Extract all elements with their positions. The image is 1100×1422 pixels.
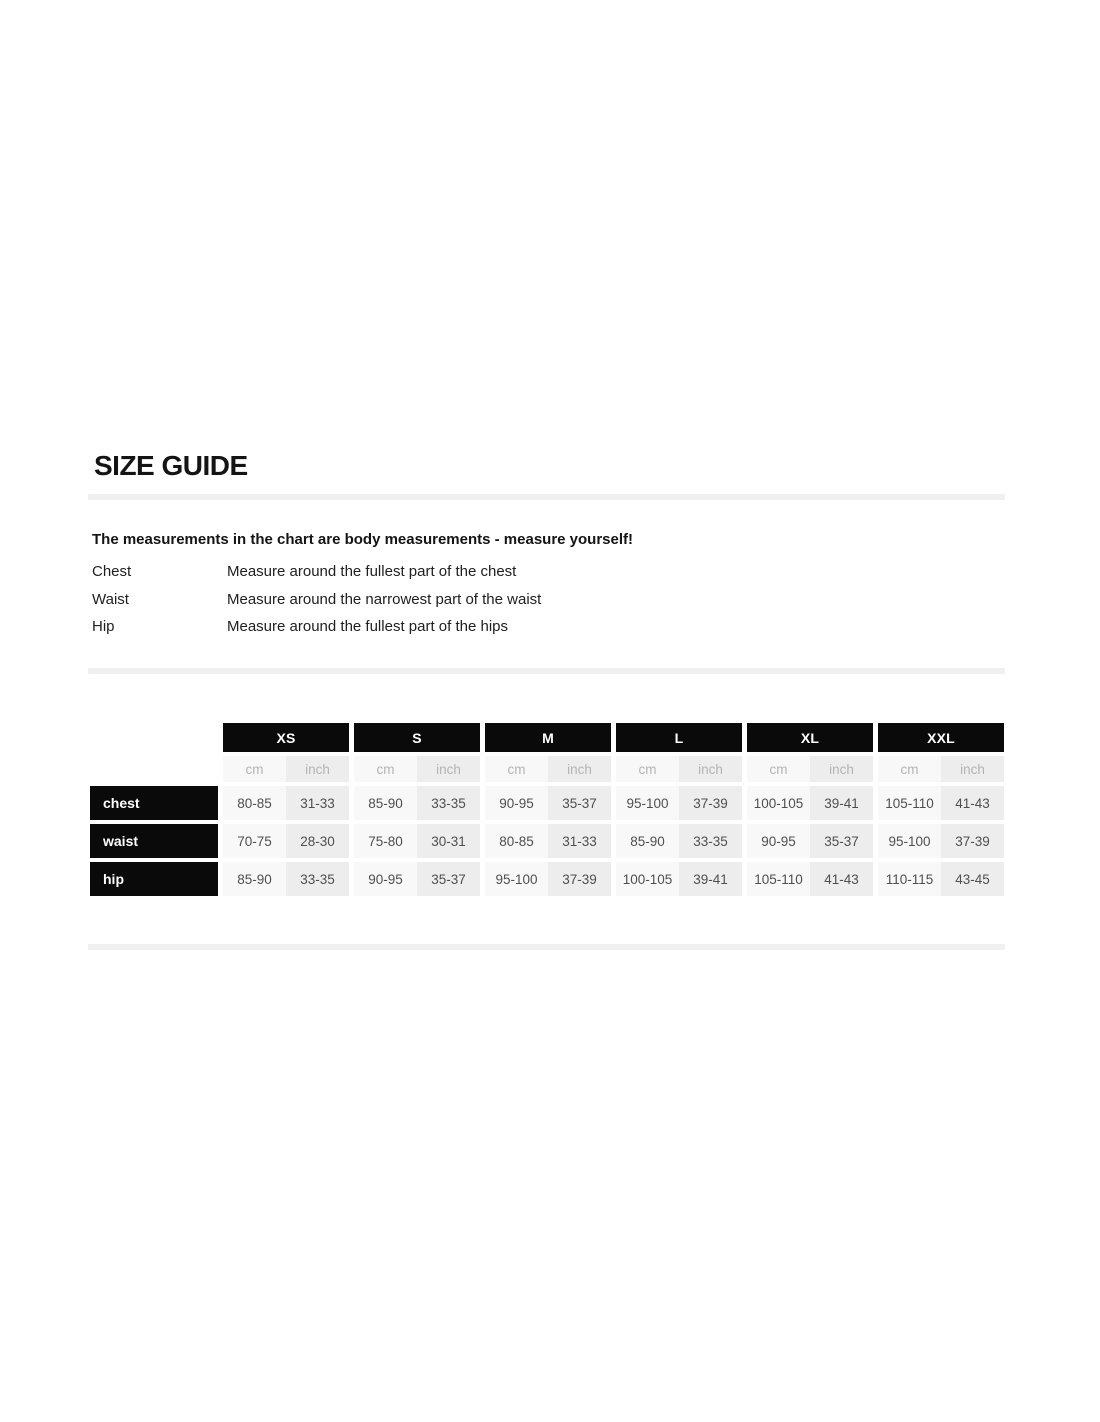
inch-value-cell: 37-39	[941, 824, 1004, 858]
section-divider	[88, 944, 1005, 950]
section-divider	[88, 494, 1005, 500]
cm-value-cell: 90-95	[747, 824, 810, 858]
measurement-group	[354, 824, 480, 858]
size-column-header: XS	[223, 723, 349, 752]
measurement-description: Measure around the narrowest part of the waist	[227, 590, 542, 608]
row-label-chest: chest	[90, 786, 218, 820]
size-column-header: S	[354, 723, 480, 752]
page-title: SIZE GUIDE	[94, 450, 248, 481]
cm-value-cell: 85-90	[354, 786, 417, 820]
size-column-header: M	[485, 723, 611, 752]
inch-value-cell: 37-39	[548, 862, 611, 896]
inch-value-cell: 37-39	[679, 786, 742, 820]
measurement-group	[747, 824, 873, 858]
unit-header-group	[616, 756, 742, 782]
measurement-group	[878, 824, 1004, 858]
cm-value-cell: 110-115	[878, 862, 941, 896]
measurement-definition-row	[92, 619, 792, 635]
cm-value-cell: 80-85	[485, 824, 548, 858]
intro-heading: The measurements in the chart are body measurements - measure yourself!	[92, 531, 634, 548]
inch-value-cell: 35-37	[548, 786, 611, 820]
measurement-group	[485, 786, 611, 820]
cm-value-cell: 95-100	[616, 786, 679, 820]
unit-header-group	[485, 756, 611, 782]
measurement-group	[616, 824, 742, 858]
unit-label-inch: inch	[941, 756, 1004, 782]
row-label-waist: waist	[90, 824, 218, 858]
unit-label-inch: inch	[679, 756, 742, 782]
cm-value-cell: 80-85	[223, 786, 286, 820]
unit-label-cm: cm	[485, 756, 548, 782]
measurement-description: Measure around the fullest part of the chest	[227, 563, 517, 580]
unit-label-cm: cm	[878, 756, 941, 782]
measurement-group	[223, 862, 349, 896]
cm-value-cell: 95-100	[878, 824, 941, 858]
inch-value-cell: 41-43	[941, 786, 1004, 820]
unit-label-inch: inch	[548, 756, 611, 782]
cm-value-cell: 85-90	[223, 862, 286, 896]
measurement-group	[354, 862, 480, 896]
cm-value-cell: 105-110	[878, 786, 941, 820]
inch-value-cell: 43-45	[941, 862, 1004, 896]
measurement-group	[747, 862, 873, 896]
measurement-term: Chest	[92, 563, 132, 580]
inch-value-cell: 33-35	[286, 862, 349, 896]
inch-value-cell: 28-30	[286, 824, 349, 858]
measurement-group	[223, 824, 349, 858]
cm-value-cell: 100-105	[747, 786, 810, 820]
measurement-group	[485, 824, 611, 858]
measurement-group	[485, 862, 611, 896]
measurement-definition-row	[92, 592, 792, 608]
cm-value-cell: 90-95	[354, 862, 417, 896]
cm-value-cell: 75-80	[354, 824, 417, 858]
measurement-group	[747, 786, 873, 820]
unit-header-group	[747, 756, 873, 782]
table-corner-spacer	[90, 723, 218, 752]
cm-value-cell: 85-90	[616, 824, 679, 858]
unit-label-inch: inch	[286, 756, 349, 782]
size-column-header: L	[616, 723, 742, 752]
measurement-term: Waist	[92, 590, 129, 608]
measurement-group	[878, 786, 1004, 820]
cm-value-cell: 105-110	[747, 862, 810, 896]
cm-value-cell: 100-105	[616, 862, 679, 896]
unit-label-inch: inch	[417, 756, 480, 782]
table-corner-spacer	[90, 756, 218, 782]
inch-value-cell: 33-35	[417, 786, 480, 820]
inch-value-cell: 30-31	[417, 824, 480, 858]
cm-value-cell: 90-95	[485, 786, 548, 820]
inch-value-cell: 35-37	[417, 862, 480, 896]
measurement-term: Hip	[92, 618, 115, 635]
size-table	[90, 723, 1004, 896]
measurement-group	[878, 862, 1004, 896]
section-divider	[88, 668, 1005, 674]
measurement-definitions	[92, 564, 792, 647]
measurement-description: Measure around the fullest part of the hips	[227, 618, 509, 635]
inch-value-cell: 39-41	[810, 786, 873, 820]
inch-value-cell: 33-35	[679, 824, 742, 858]
inch-value-cell: 31-33	[548, 824, 611, 858]
unit-label-cm: cm	[616, 756, 679, 782]
inch-value-cell: 41-43	[810, 862, 873, 896]
cm-value-cell: 95-100	[485, 862, 548, 896]
inch-value-cell: 31-33	[286, 786, 349, 820]
unit-label-inch: inch	[810, 756, 873, 782]
inch-value-cell: 39-41	[679, 862, 742, 896]
unit-label-cm: cm	[223, 756, 286, 782]
row-label-hip: hip	[90, 862, 218, 896]
unit-header-group	[878, 756, 1004, 782]
measurement-group	[223, 786, 349, 820]
inch-value-cell: 35-37	[810, 824, 873, 858]
unit-header-group	[354, 756, 480, 782]
unit-label-cm: cm	[354, 756, 417, 782]
unit-label-cm: cm	[747, 756, 810, 782]
unit-header-group	[223, 756, 349, 782]
measurement-group	[616, 786, 742, 820]
measurement-group	[354, 786, 480, 820]
size-column-header: XL	[747, 723, 873, 752]
cm-value-cell: 70-75	[223, 824, 286, 858]
measurement-group	[616, 862, 742, 896]
measurement-definition-row	[92, 564, 792, 580]
size-column-header: XXL	[878, 723, 1004, 752]
